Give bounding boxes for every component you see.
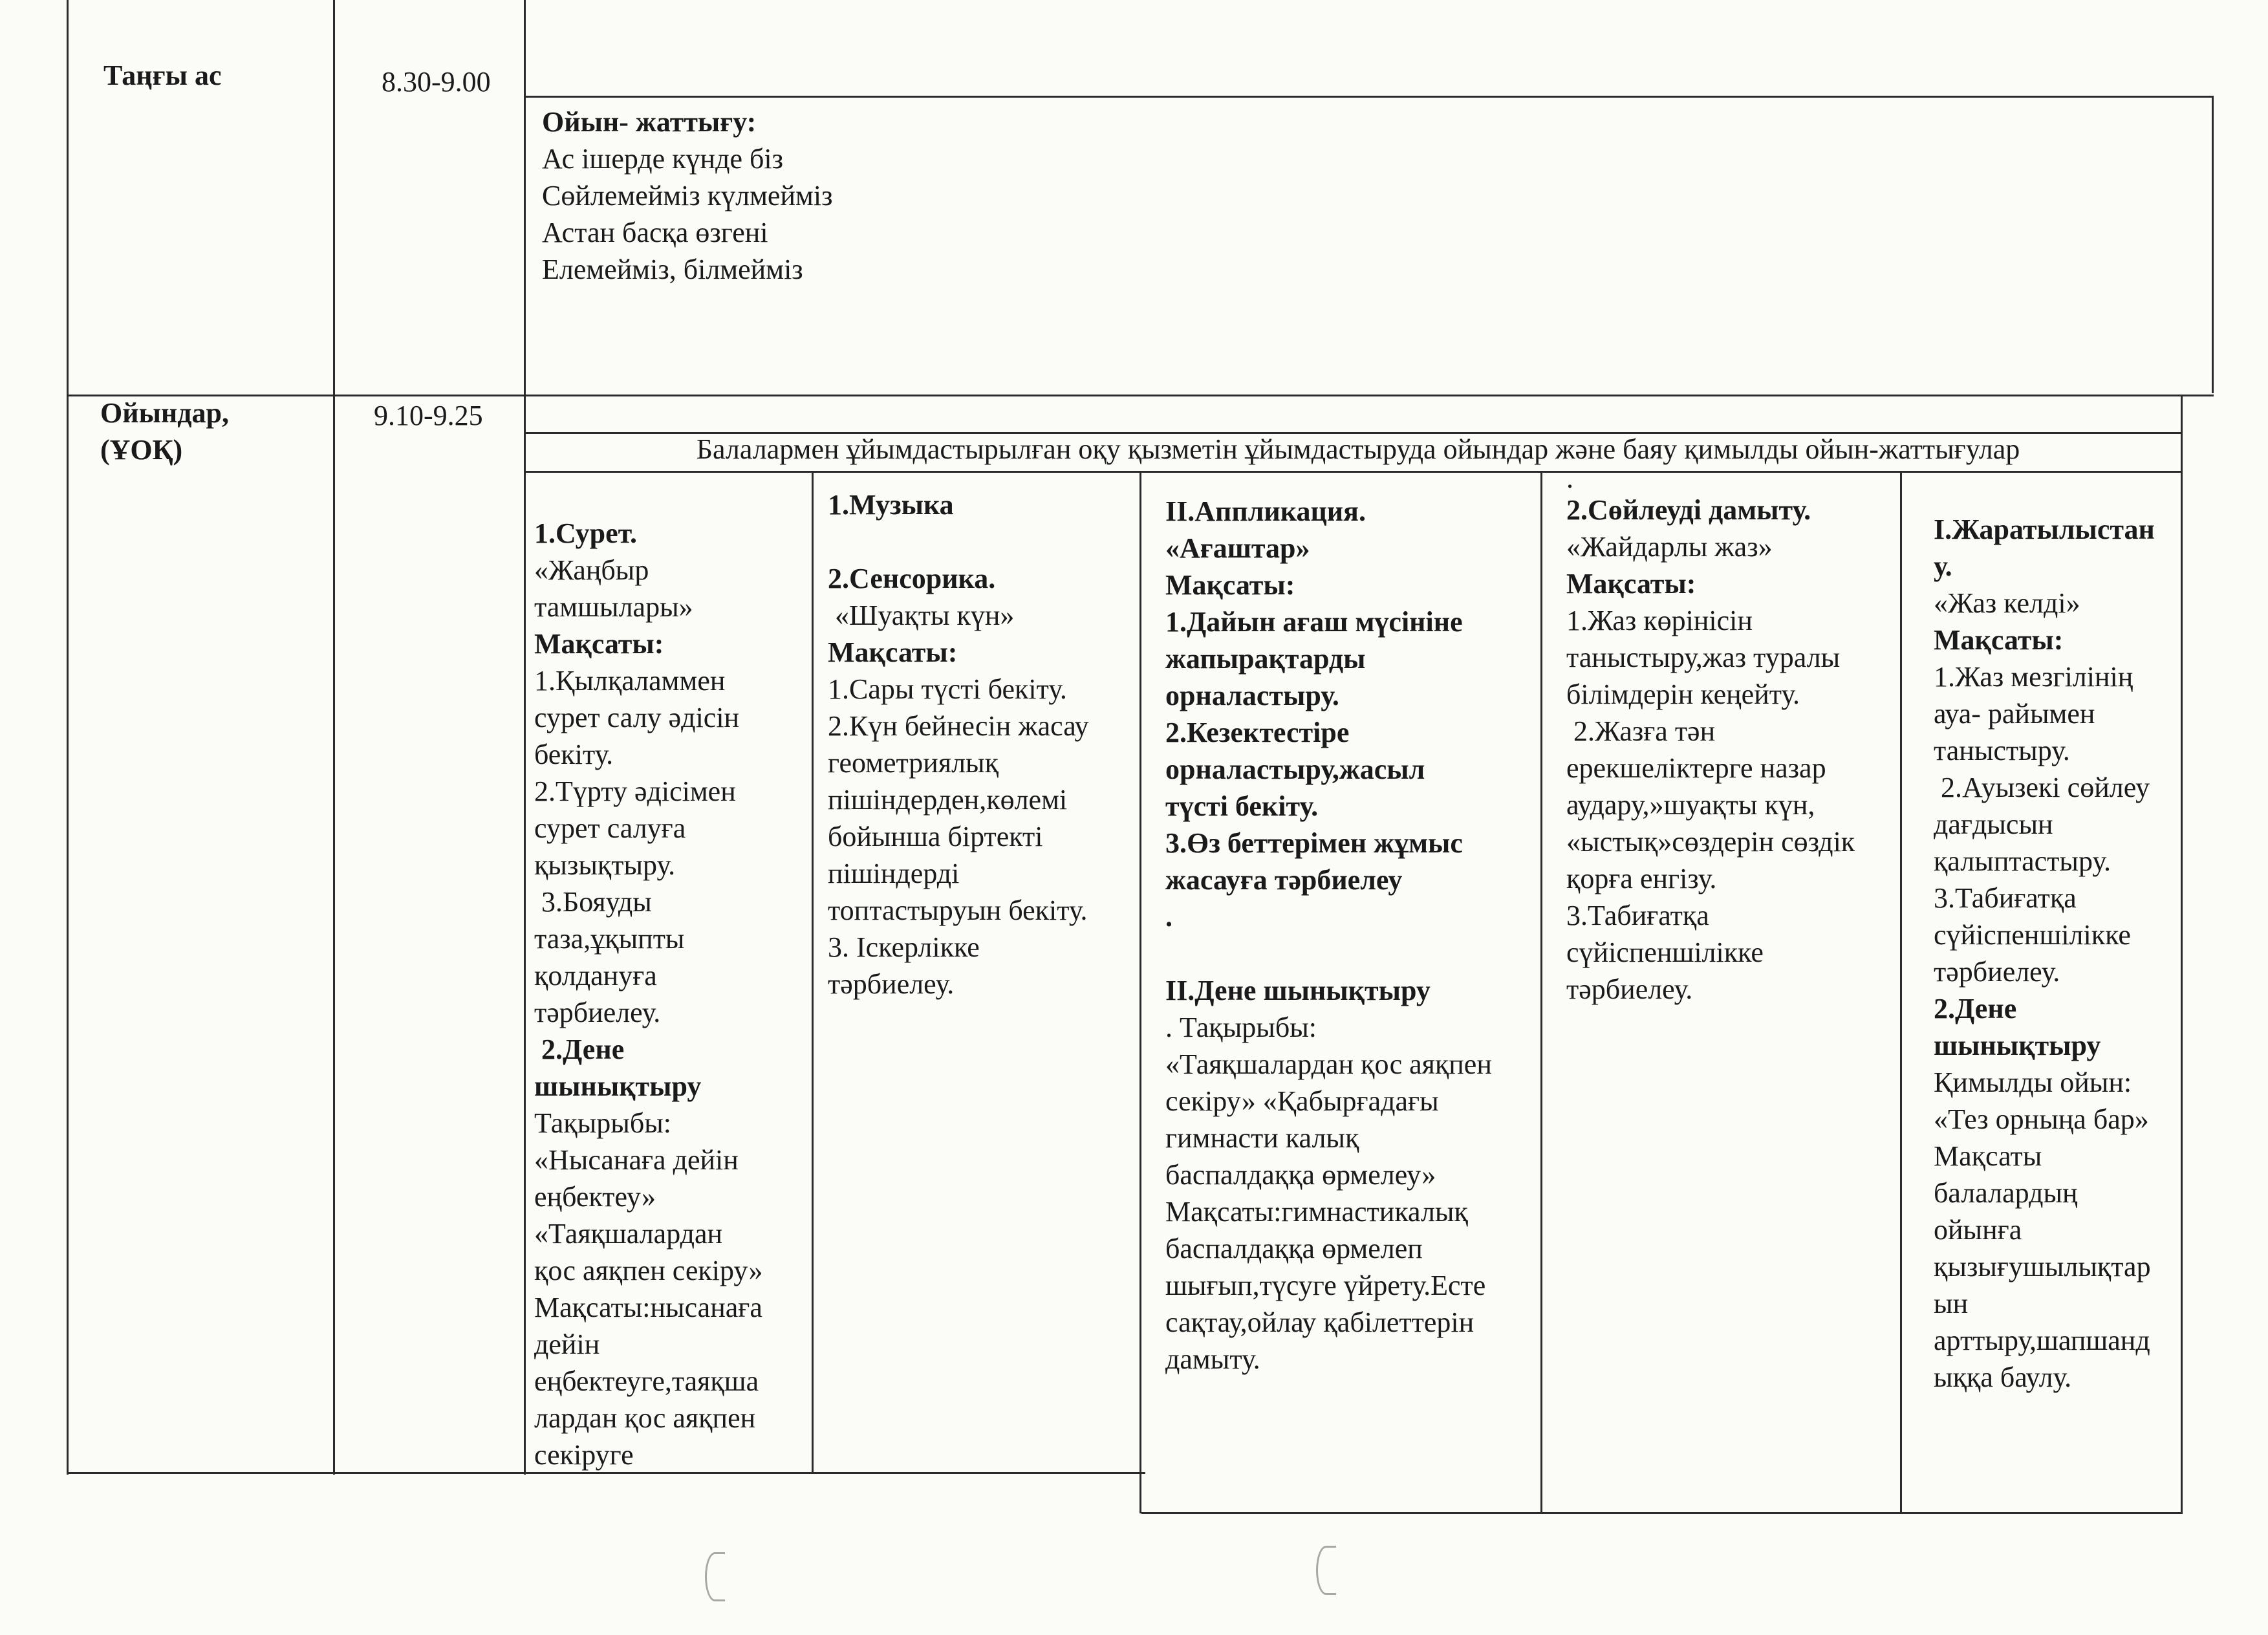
col3-title: 3.Өз беттерімен жұмыс bbox=[1165, 827, 1463, 859]
row2-time: 9.10-9.25 bbox=[374, 400, 483, 431]
col4-goal: аудару,»шуақты күн, bbox=[1566, 789, 1815, 821]
col2-goal: пішіндерді bbox=[828, 858, 960, 889]
col3-sub-line: дамыту. bbox=[1165, 1343, 1260, 1375]
col3-title: ІІ.Аппликация. bbox=[1165, 495, 1366, 527]
col1-goal: бекіту. bbox=[534, 739, 614, 770]
col1-goal: сурет салу әдісін bbox=[534, 702, 740, 733]
col1-sub-line: «Таяқшалардан bbox=[534, 1218, 723, 1250]
col5-goal: ауа- райымен bbox=[1934, 698, 2095, 730]
col3-sub-line: «Таяқшалардан қос аяқпен bbox=[1165, 1048, 1492, 1080]
col5-goal-label: Мақсаты: bbox=[1934, 624, 2064, 656]
col1-sub-line: лардан қос аяқпен bbox=[534, 1402, 756, 1434]
col2-goal: 3. Іскерлікке bbox=[828, 931, 980, 963]
col5-sub-title: шынықтыру bbox=[1934, 1030, 2101, 1061]
col3-sub-line: секіру» «Қабырғадағы bbox=[1165, 1085, 1439, 1117]
col4-line: «Жайдарлы жаз» bbox=[1566, 531, 1773, 563]
col5-sub-line: Қимылды ойын: bbox=[1934, 1067, 2132, 1098]
col1-goal: 2.Түрту әдісімен bbox=[534, 775, 736, 807]
col1-line: тамшылары» bbox=[534, 591, 693, 623]
col5-sub-line: ын bbox=[1934, 1288, 1969, 1319]
col4-goal: 3.Табиғатқа bbox=[1566, 900, 1709, 931]
col3-title: орналастыру. bbox=[1165, 680, 1339, 711]
col3-title: 1.Дайын ағаш мүсініне bbox=[1165, 606, 1463, 638]
col4-goal: тәрбиелеу. bbox=[1566, 973, 1693, 1005]
col2-goal: геометриялық bbox=[828, 747, 999, 779]
sub-header-border bbox=[524, 471, 2183, 473]
col5-goal: дағдысын bbox=[1934, 808, 2053, 840]
col2-goal: 1.Сары түсті бекіту. bbox=[828, 673, 1067, 705]
col3-title: . bbox=[1165, 901, 1172, 933]
col2-goal: 2.Күн бейнесін жасау bbox=[828, 710, 1089, 742]
col3-title: «Ағаштар» bbox=[1165, 532, 1310, 564]
col4-goal: 1.Жаз көрінісін bbox=[1566, 605, 1753, 636]
col3-spacer bbox=[1165, 935, 1539, 972]
col2-goal: тәрбиелеу. bbox=[828, 968, 955, 1000]
table-border-right bbox=[2181, 395, 2183, 1513]
col3-sub-line: Мақсаты:гимнастикалық bbox=[1165, 1196, 1468, 1228]
col2-goal-label: Мақсаты: bbox=[828, 636, 958, 668]
col3-title: Мақсаты: bbox=[1165, 569, 1295, 601]
col4-goal: «ыстық»сөздерін сөздік bbox=[1566, 826, 1855, 858]
row2-name-line2: (ҰОҚ) bbox=[100, 434, 183, 466]
table-bottom-border-right bbox=[1141, 1512, 2183, 1514]
col1-sub-line: «Нысанаға дейін bbox=[534, 1144, 739, 1176]
col1-goal: тәрбиелеу. bbox=[534, 997, 661, 1028]
col5-goal: 1.Жаз мезгілінің bbox=[1934, 661, 2133, 693]
col-divider-time bbox=[333, 0, 335, 1475]
col5-sub-line: балалардың bbox=[1934, 1177, 2078, 1209]
col2-line: «Шуақты күн» bbox=[828, 600, 1015, 631]
col1-sub-line: еңбектеуге,таяқша bbox=[534, 1365, 759, 1397]
col1-sub-line: секіруге bbox=[534, 1439, 634, 1471]
col-divider-1 bbox=[812, 471, 814, 1473]
col5-sub-line: қызығушылықтар bbox=[1934, 1251, 2151, 1283]
table-border-right-top bbox=[2212, 96, 2214, 393]
col1-sub-line: қос аяқпен секіру» bbox=[534, 1255, 763, 1286]
col1-goal-label: Мақсаты: bbox=[534, 628, 664, 660]
poem-line: Елемейміз, білмейміз bbox=[542, 254, 803, 285]
col4-goal: сүйіспеншілікке bbox=[1566, 937, 1764, 968]
col1-sub-line: Мақсаты:нысанаға bbox=[534, 1292, 762, 1323]
col1-title: 1.Сурет. bbox=[534, 517, 637, 549]
col5-sub-line: «Тез орныңа бар» bbox=[1934, 1103, 2149, 1135]
col5-goal: тәрбиелеу. bbox=[1934, 956, 2060, 988]
col-divider-3 bbox=[1540, 471, 1542, 1513]
col3-sub-title: ІІ.Дене шынықтыру bbox=[1165, 975, 1431, 1006]
col1-sub-line: Тақырыбы: bbox=[534, 1107, 671, 1139]
col3-content bbox=[1165, 493, 1539, 1378]
col3-sub-line: баспалдаққа өрмелеп bbox=[1165, 1233, 1423, 1264]
col1-sub-line: еңбектеу» bbox=[534, 1181, 656, 1213]
col5-sub-line: Мақсаты bbox=[1934, 1140, 2042, 1172]
col5-goal: таныстыру. bbox=[1934, 735, 2070, 766]
row1-content bbox=[542, 103, 832, 288]
col5-title: у. bbox=[1934, 550, 1952, 582]
col5-line: «Жаз келді» bbox=[1934, 587, 2080, 619]
col3-sub-line: баспалдаққа өрмелеу» bbox=[1165, 1159, 1436, 1191]
col3-title: 2.Кезектестіре bbox=[1165, 717, 1350, 748]
poem-line: Астан басқа өзгені bbox=[542, 217, 768, 248]
col1-goal: қолдануға bbox=[534, 960, 657, 991]
col1-goal: сурет салуға bbox=[534, 812, 686, 844]
col4-dot: . bbox=[1566, 462, 1573, 494]
game-title: Ойын- жаттығу: bbox=[542, 106, 757, 138]
col2-title: 1.Музыка bbox=[828, 489, 954, 521]
binder-hole-mark-right bbox=[1316, 1546, 1336, 1595]
binder-hole-mark-left bbox=[705, 1552, 725, 1601]
col2-goal: пішіндерден,көлемі bbox=[828, 784, 1068, 816]
col4-goal: қорға енгізу. bbox=[1566, 863, 1717, 894]
col-divider-4 bbox=[1900, 471, 1902, 1513]
col5-goal: қалыптастыру. bbox=[1934, 845, 2111, 877]
col5-goal: сүйіспеншілікке bbox=[1934, 919, 2131, 951]
col1-sub-line: дейін bbox=[534, 1328, 600, 1360]
col5-goal: 3.Табиғатқа bbox=[1934, 882, 2077, 914]
col3-title: жапырақтарды bbox=[1165, 643, 1366, 675]
col1-sub-title: 2.Дене bbox=[534, 1034, 625, 1065]
row1-name: Таңғы ас bbox=[103, 60, 222, 91]
col1-line: «Жаңбыр bbox=[534, 554, 649, 586]
col1-goal: 3.Бояуды bbox=[534, 886, 652, 918]
col2-content bbox=[828, 486, 1137, 1002]
col3-title: орналастыру,жасыл bbox=[1165, 753, 1425, 785]
col4-goal: таныстыру,жаз туралы bbox=[1566, 642, 1841, 673]
col-divider-2 bbox=[1139, 471, 1141, 1513]
col5-title: І.Жаратылыстан bbox=[1934, 514, 2155, 545]
col-divider-content bbox=[524, 0, 526, 1475]
col3-title: жасауға тәрбиелеу bbox=[1165, 864, 1403, 896]
col3-sub-line: . Тақырыбы: bbox=[1165, 1012, 1317, 1043]
col4-goal: ерекшеліктерге назар bbox=[1566, 752, 1826, 784]
col2-spacer bbox=[828, 523, 1137, 560]
col3-sub-line: сақтау,ойлау қабілеттерін bbox=[1165, 1306, 1474, 1338]
col1-content bbox=[534, 515, 809, 1473]
row1-time: 8.30-9.00 bbox=[382, 66, 491, 98]
col2-goal: бойынша біртекті bbox=[828, 821, 1043, 852]
col1-goal: таза,ұқыпты bbox=[534, 923, 685, 955]
activities-header: Балалармен ұйымдастырылған оқу қызметін ұйымдастыруда ойындар және баяу қимылды ойын-жаттығулар bbox=[696, 433, 2020, 465]
col4-goal-label: Мақсаты: bbox=[1566, 568, 1696, 600]
col4-goal: білімдерін кеңейту. bbox=[1566, 678, 1800, 710]
col3-title: түсті бекіту. bbox=[1165, 790, 1319, 822]
col2-title2: 2.Сенсорика. bbox=[828, 563, 996, 594]
row-divider bbox=[67, 395, 2214, 396]
col4-goal: 2.Жазға тән bbox=[1566, 715, 1716, 747]
poem-line: Ас ішерде күнде біз bbox=[542, 143, 784, 175]
col5-sub-line: ыққа баулу. bbox=[1934, 1361, 2072, 1393]
col3-sub-line: шығып,түсуге үйрету.Есте bbox=[1165, 1270, 1486, 1301]
col2-goal: топтастыруын бекіту. bbox=[828, 894, 1088, 926]
row1-top-border bbox=[524, 96, 2214, 98]
col4-content bbox=[1566, 462, 1897, 1008]
col5-goal: 2.Ауызекі сөйлеу bbox=[1934, 772, 2150, 803]
col3-sub-line: гимнасти калық bbox=[1165, 1122, 1359, 1154]
col5-sub-line: арттыру,шапшанд bbox=[1934, 1325, 2150, 1356]
poem-line: Сөйлемейміз күлмейміз bbox=[542, 180, 833, 211]
col1-sub-title: шынықтыру bbox=[534, 1070, 702, 1102]
row2-name-line1: Ойындар, bbox=[100, 397, 230, 429]
col1-goal: 1.Қылқаламмен bbox=[534, 665, 726, 697]
col5-sub-line: ойынға bbox=[1934, 1214, 2022, 1246]
row2-name bbox=[100, 395, 229, 468]
col4-title: 2.Сөйлеуді дамыту. bbox=[1566, 494, 1811, 526]
col1-goal: қызықтыру. bbox=[534, 849, 676, 881]
table-border-left bbox=[67, 0, 69, 1475]
col5-content bbox=[1934, 511, 2179, 1396]
col5-sub-title: 2.Дене bbox=[1934, 993, 2017, 1024]
